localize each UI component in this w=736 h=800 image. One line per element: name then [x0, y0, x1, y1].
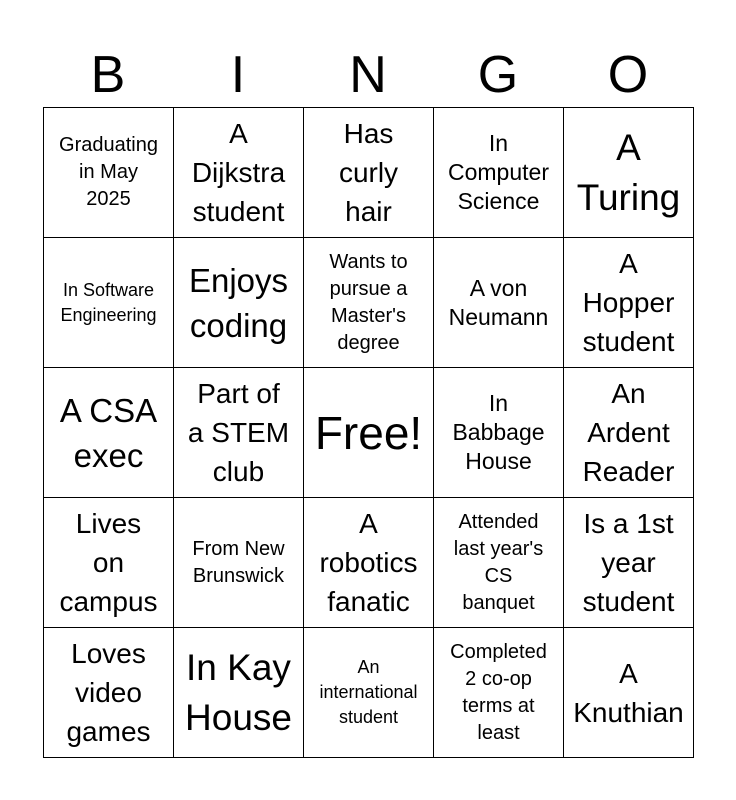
bingo-cell[interactable]	[434, 108, 564, 238]
bingo-cell[interactable]	[44, 368, 174, 498]
bingo-cell[interactable]	[44, 108, 174, 238]
bingo-cell-label: A von Neumann	[448, 274, 549, 330]
bingo-cell-label: Completed 2 co-op terms at least	[450, 640, 547, 744]
bingo-cell-label: A Knuthian	[573, 657, 684, 728]
bingo-cell[interactable]	[44, 498, 174, 628]
bingo-cell-label: A Dijkstra student	[191, 118, 286, 227]
bingo-cell[interactable]	[564, 238, 694, 368]
bingo-cell[interactable]	[434, 628, 564, 758]
bingo-cell-label: Wants to pursue a Master's degree	[329, 250, 408, 354]
free-space-cell[interactable]	[304, 368, 434, 498]
bingo-cell[interactable]	[434, 498, 564, 628]
bingo-cell-label: Attended last year's CS banquet	[453, 510, 544, 614]
bingo-cell-label: In Babbage House	[452, 390, 545, 474]
bingo-cell[interactable]	[174, 108, 304, 238]
header-letter-b: B	[90, 46, 126, 104]
bingo-cell-label: A CSA exec	[59, 391, 158, 474]
bingo-cell[interactable]	[434, 368, 564, 498]
bingo-cell-label: From New Brunswick	[192, 537, 285, 587]
header-letter-g: G	[477, 46, 519, 104]
bingo-cell-label: Has curly hair	[338, 118, 399, 227]
bingo-cell[interactable]	[174, 498, 304, 628]
bingo-cell[interactable]	[44, 628, 174, 758]
free-space-label: Free!	[314, 406, 423, 459]
bingo-header	[43, 44, 693, 106]
bingo-cell[interactable]	[44, 238, 174, 368]
bingo-cell-label: Lives on campus	[59, 508, 158, 617]
bingo-cell[interactable]	[564, 628, 694, 758]
bingo-cell-label: A robotics fanatic	[319, 508, 418, 617]
bingo-cell[interactable]	[304, 628, 434, 758]
bingo-cell-label: Enjoys coding	[188, 261, 289, 344]
bingo-cell[interactable]	[564, 498, 694, 628]
bingo-cell[interactable]	[304, 498, 434, 628]
header-letter-i: I	[230, 46, 246, 104]
bingo-cell-label: Part of a STEM club	[187, 378, 290, 487]
bingo-cell[interactable]	[174, 238, 304, 368]
bingo-cell-label: In Computer Science	[448, 130, 549, 214]
bingo-cell-label: In Software Engineering	[60, 279, 157, 325]
header-letter-o: O	[607, 46, 649, 104]
bingo-cell[interactable]	[434, 238, 564, 368]
bingo-cell-label: Loves video games	[66, 638, 151, 747]
bingo-cell[interactable]	[174, 628, 304, 758]
bingo-cell[interactable]	[304, 238, 434, 368]
bingo-cell-label: Is a 1st year student	[582, 508, 675, 617]
bingo-cell-label: An Ardent Reader	[582, 378, 675, 487]
bingo-cell-label: In Kay House	[185, 646, 292, 738]
header-letter-n: N	[349, 46, 387, 104]
bingo-cell[interactable]	[304, 108, 434, 238]
bingo-cell[interactable]	[564, 368, 694, 498]
bingo-cell[interactable]	[564, 108, 694, 238]
bingo-cell-label: A Hopper student	[582, 248, 675, 357]
bingo-cell-label: Graduating in May 2025	[59, 134, 158, 210]
bingo-cell-label: An international student	[319, 657, 418, 727]
bingo-board	[43, 107, 694, 758]
bingo-cell[interactable]	[174, 368, 304, 498]
bingo-cell-label: A Turing	[576, 126, 681, 218]
